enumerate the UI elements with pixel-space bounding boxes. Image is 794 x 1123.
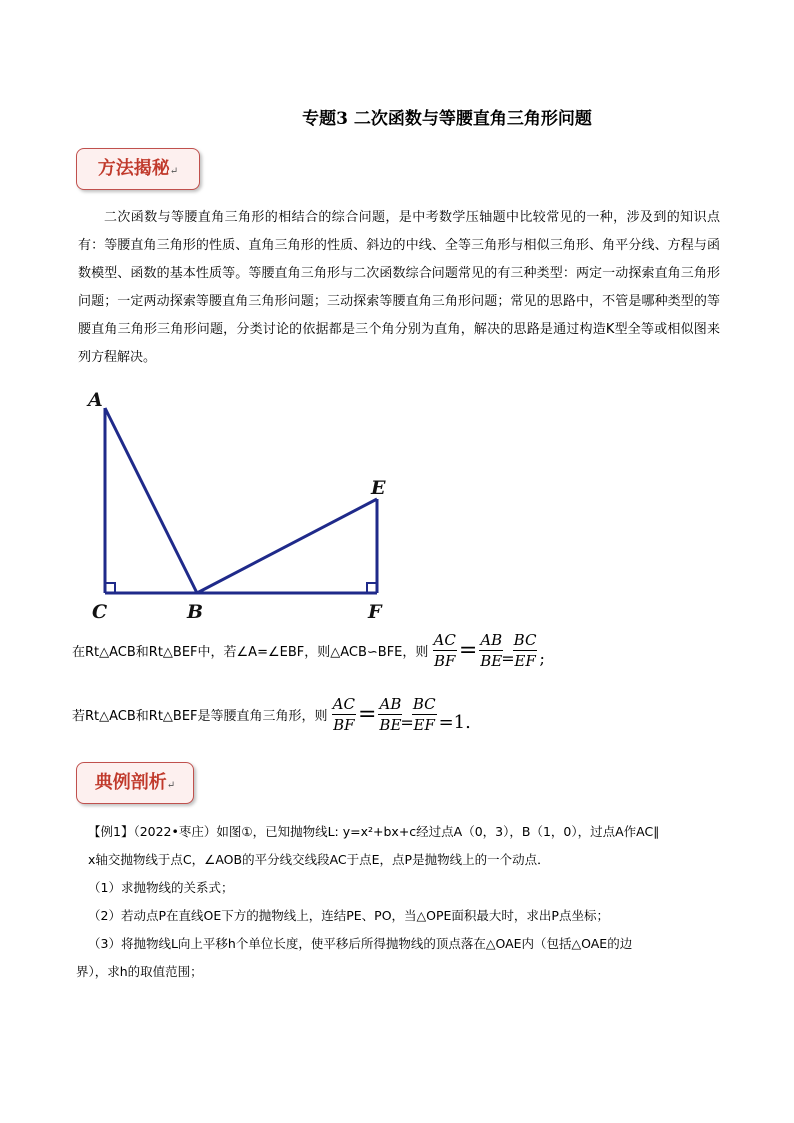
fraction-ab-be-2: $\frac{AB}{BE}$ bbox=[379, 695, 402, 734]
return-mark: ↵ bbox=[166, 780, 176, 791]
page-title: 专题3 二次函数与等腰直角三角形问题 bbox=[302, 109, 592, 129]
question-1: （1）求抛物线的关系式； bbox=[88, 880, 234, 895]
fraction-ac-bf-2: $\frac{AC}{BF}$ bbox=[332, 695, 355, 734]
similar-triangle-line: 在Rt△ACB和Rt△BEF中，若∠A=∠EBF，则△ACB∽BFE，则 $\frac{AC}{BF}$ = $\frac{AB}{BE}$ = $\frac{BC}{EF}$ ; bbox=[72, 631, 545, 670]
fraction-ab-be: $\frac{AB}{BE}$ bbox=[480, 631, 503, 670]
fraction-bc-ef: $\frac{BC}{EF}$ bbox=[513, 631, 537, 670]
line1-text: 在Rt△ACB和Rt△BEF中，若∠A=∠EBF，则△ACB∽BFE，则 bbox=[72, 645, 429, 660]
section-label: 方法揭秘 bbox=[97, 158, 170, 179]
question-2: （2）若动点P在直线OE下方的抛物线上，连结PE、PO，当△OPE面积最大时，求出P点坐标； bbox=[88, 908, 609, 923]
fraction-bc-ef-2: $\frac{BC}{EF}$ bbox=[412, 695, 436, 734]
question-3-cont: 界），求h的取值范围； bbox=[76, 964, 203, 979]
example-problem bbox=[76, 818, 728, 986]
return-mark: ↵ bbox=[169, 166, 179, 177]
example-head: 【例1】（2022•枣庄）如图①，已知抛物线L: y=x²+bx+c经过点A（0，3），B（1，0），过点A作AC∥ bbox=[88, 824, 660, 839]
section-badge-method bbox=[76, 148, 200, 190]
label-c: C bbox=[92, 601, 108, 623]
section-badge-example bbox=[76, 762, 194, 804]
label-a: A bbox=[88, 389, 103, 411]
label-e: E bbox=[371, 477, 386, 499]
question-3: （3）将抛物线L向上平移h个单位长度，使平移后所得抛物线的顶点落在△OAE内（包括△OAE的边 bbox=[88, 936, 633, 951]
line2-text: 若Rt△ACB和Rt△BEF是等腰直角三角形，则 bbox=[72, 709, 328, 724]
label-b: B bbox=[187, 601, 204, 623]
segment-be bbox=[197, 499, 377, 593]
k-shape-figure bbox=[80, 386, 410, 626]
intro-paragraph: 二次函数与等腰直角三角形的相结合的综合问题，是中考数学压轴题中比较常见的一种，涉及到的知识点有：等腰直角三角形的性质、直角三角形的性质、斜边的中线、全等三角形与相似三角形、角平分线、方程与函数模型、函数的基本性质等。等腰直角三角形与二次函数综合问题常见的有三种类型：两定一动探索直角三角形问题；一定两动探索等腰直角三角形问题；三动探索等腰直角三角形问题；常见的思路中，不管是哪种类型的等腰直角三角形三角形问题，分类讨论的依据都是三个角分别为直角，解决的思路是通过构造K型全等或相似图来列方程解决。 bbox=[78, 210, 720, 365]
label-f: F bbox=[368, 601, 382, 623]
example-head-cont: x轴交抛物线于点C，∠AOB的平分线交线段AC于点E，点P是抛物线上的一个动点． bbox=[88, 852, 550, 867]
fraction-ac-bf: $\frac{AC}{BF}$ bbox=[433, 631, 456, 670]
isosceles-triangle-line: 若Rt△ACB和Rt△BEF是等腰直角三角形，则 $\frac{AC}{BF}$ = $\frac{AB}{BE}$ = $\frac{BC}{EF}$ =1. bbox=[72, 695, 471, 734]
segment-ab bbox=[105, 408, 197, 593]
section-label: 典例剖析 bbox=[94, 772, 167, 793]
